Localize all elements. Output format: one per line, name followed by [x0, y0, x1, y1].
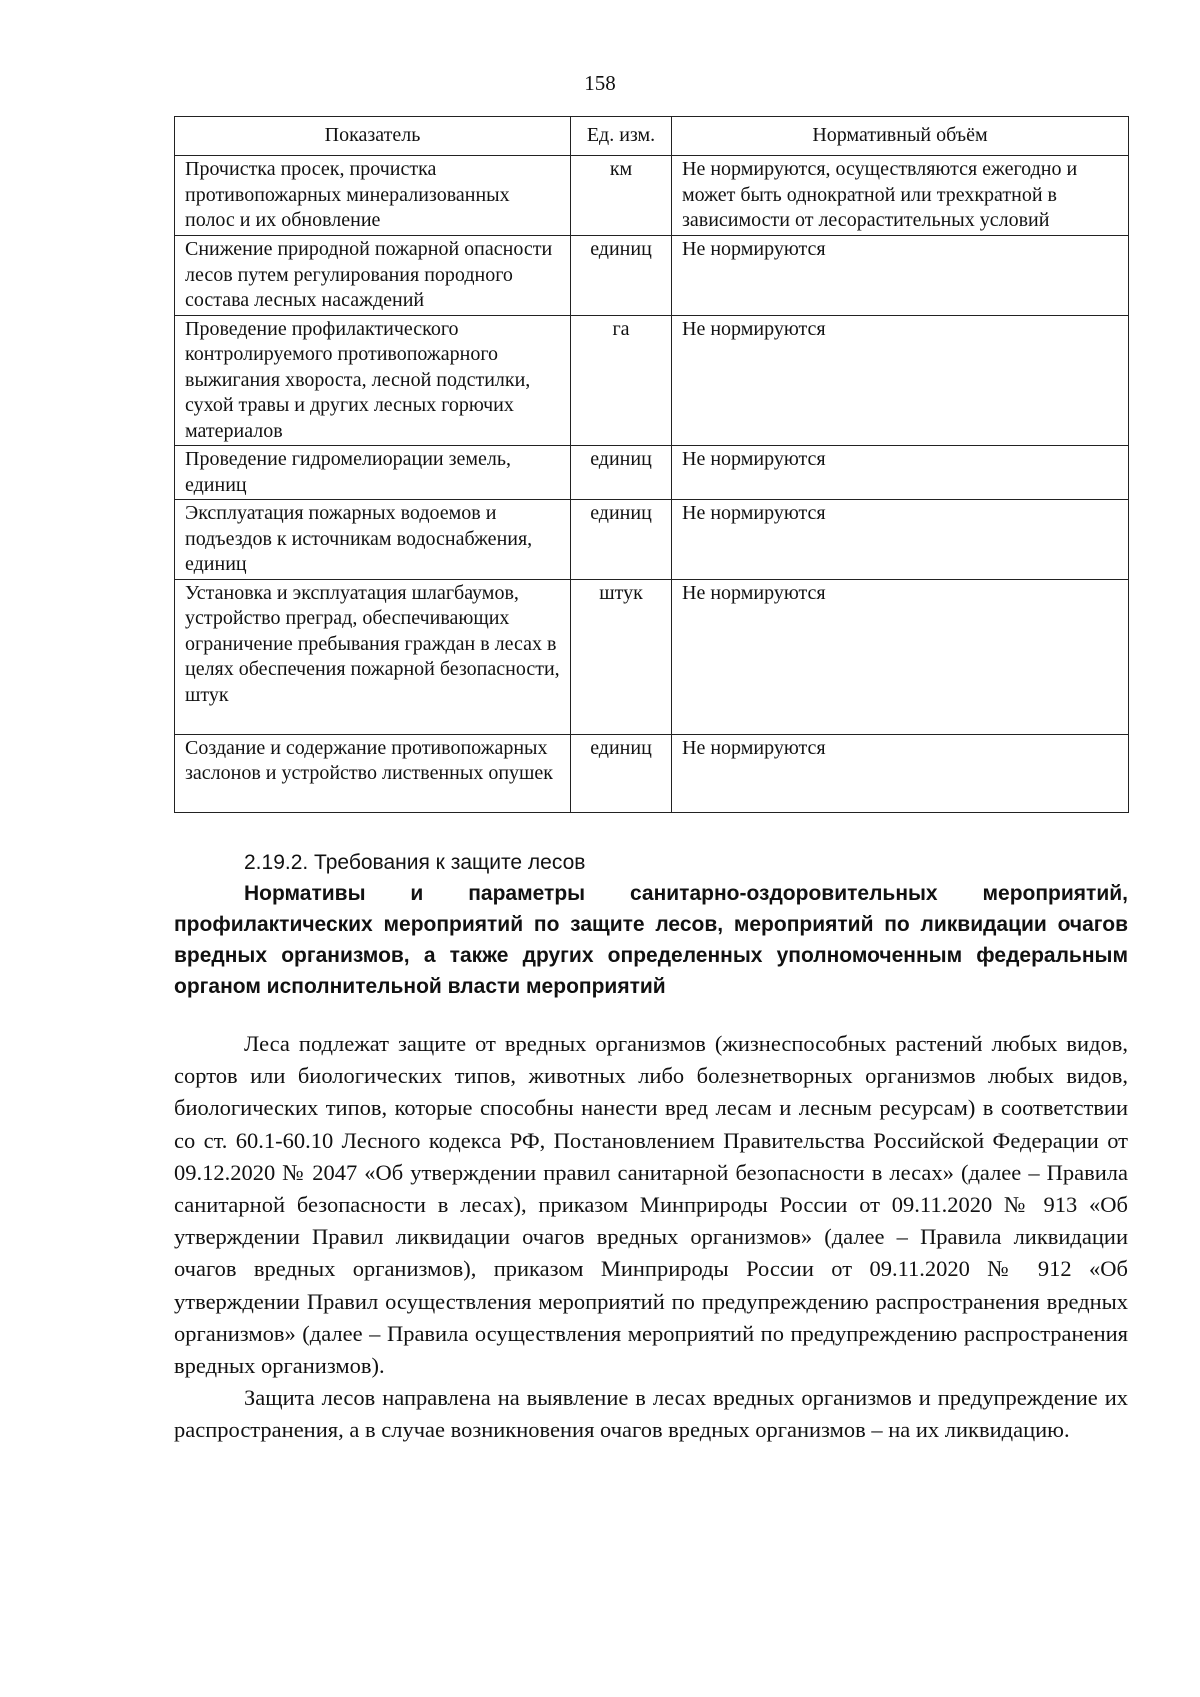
cell-unit: км: [571, 156, 672, 236]
cell-unit: единиц: [571, 236, 672, 316]
header-unit: Ед. изм.: [571, 117, 672, 156]
cell-indicator: Создание и содержание противопожарных заслонов и устройство лиственных опушек: [175, 734, 571, 812]
cell-indicator: Прочистка просек, прочистка противопожарных минерализованных полос и их обновление: [175, 156, 571, 236]
cell-volume: Не нормируются: [672, 579, 1129, 734]
cell-volume: Не нормируются, осуществляются ежегодно и может быть однократной или трехкратной в зависимости от лесорастительных условий: [672, 156, 1129, 236]
table-row: [175, 579, 1129, 734]
cell-unit: га: [571, 315, 672, 446]
cell-indicator: Эксплуатация пожарных водоемов и подъездов к источникам водоснабжения, единиц: [175, 500, 571, 580]
page-number: 158: [584, 71, 616, 95]
table-row: [175, 156, 1129, 236]
cell-unit: единиц: [571, 500, 672, 580]
cell-indicator: Установка и эксплуатация шлагбаумов, устройство преград, обеспечивающих ограничение пребывания граждан в лесах в целях обеспечения пожарной безопасности, штук: [175, 579, 571, 734]
paragraph: Леса подлежат защите от вредных организмов (жизнеспособных растений любых видов, сортов или биологических типов, животных либо болезнетворных организмов любых видов, биологических типов, которые способны нанести вред лесам и лесным ресурсам) в соответствии со ст. 60.1-60.10 Лесного кодекса РФ, Постановлением Правительства Российской Федерации от 09.12.2020 № 2047 «Об утверждении правил санитарной безопасности в лесах» (далее – Правила санитарной безопасности в лесах), приказом Минприроды России от 09.11.2020 № 913 «Об утверждении Правил ликвидации очагов вредных организмов» (далее – Правила ликвидации очагов вредных организмов), приказом Минприроды России от 09.11.2020 № 912 «Об утверждении Правил осуществления мероприятий по предупреждению распространения вредных организмов» (далее – Правила осуществления мероприятий по предупреждению распространения вредных организмов).: [174, 1031, 1128, 1379]
cell-volume: Не нормируются: [672, 446, 1129, 500]
cell-volume: Не нормируются: [672, 734, 1129, 812]
cell-volume: Не нормируются: [672, 500, 1129, 580]
cell-indicator: Снижение природной пожарной опасности лесов путем регулирования породного состава лесных насаждений: [175, 236, 571, 316]
cell-unit: единиц: [571, 734, 672, 812]
body-text: [174, 1028, 1128, 1447]
table-row: [175, 734, 1129, 812]
paragraph: Защита лесов направлена на выявление в лесах вредных организмов и предупреждение их распространения, а в случае возникновения очагов вредных организмов – на их ликвидацию.: [174, 1385, 1128, 1443]
norms-table: [174, 116, 1129, 813]
header-volume: Нормативный объём: [672, 117, 1129, 156]
cell-unit: штук: [571, 579, 672, 734]
cell-indicator: Проведение профилактического контролируемого противопожарного выжигания хвороста, лесной подстилки, сухой травы и других лесных горючих материалов: [175, 315, 571, 446]
cell-volume: Не нормируются: [672, 236, 1129, 316]
table-header-row: [175, 117, 1129, 156]
section-subtitle: Нормативы и параметры санитарно-оздоровительных мероприятий, профилактических мероприятий по защите лесов, мероприятий по ликвидации очагов вредных организмов, а также других определенных уполномоченным федеральным органом исполнительной власти мероприятий: [174, 882, 1128, 998]
cell-indicator: Проведение гидромелиорации земель, единиц: [175, 446, 571, 500]
table-row: [175, 236, 1129, 316]
table-row: [175, 315, 1129, 446]
section-title: 2.19.2. Требования к защите лесов: [244, 851, 586, 874]
header-indicator: Показатель: [175, 117, 571, 156]
table-row: [175, 500, 1129, 580]
cell-unit: единиц: [571, 446, 672, 500]
cell-volume: Не нормируются: [672, 315, 1129, 446]
table-row: [175, 446, 1129, 500]
